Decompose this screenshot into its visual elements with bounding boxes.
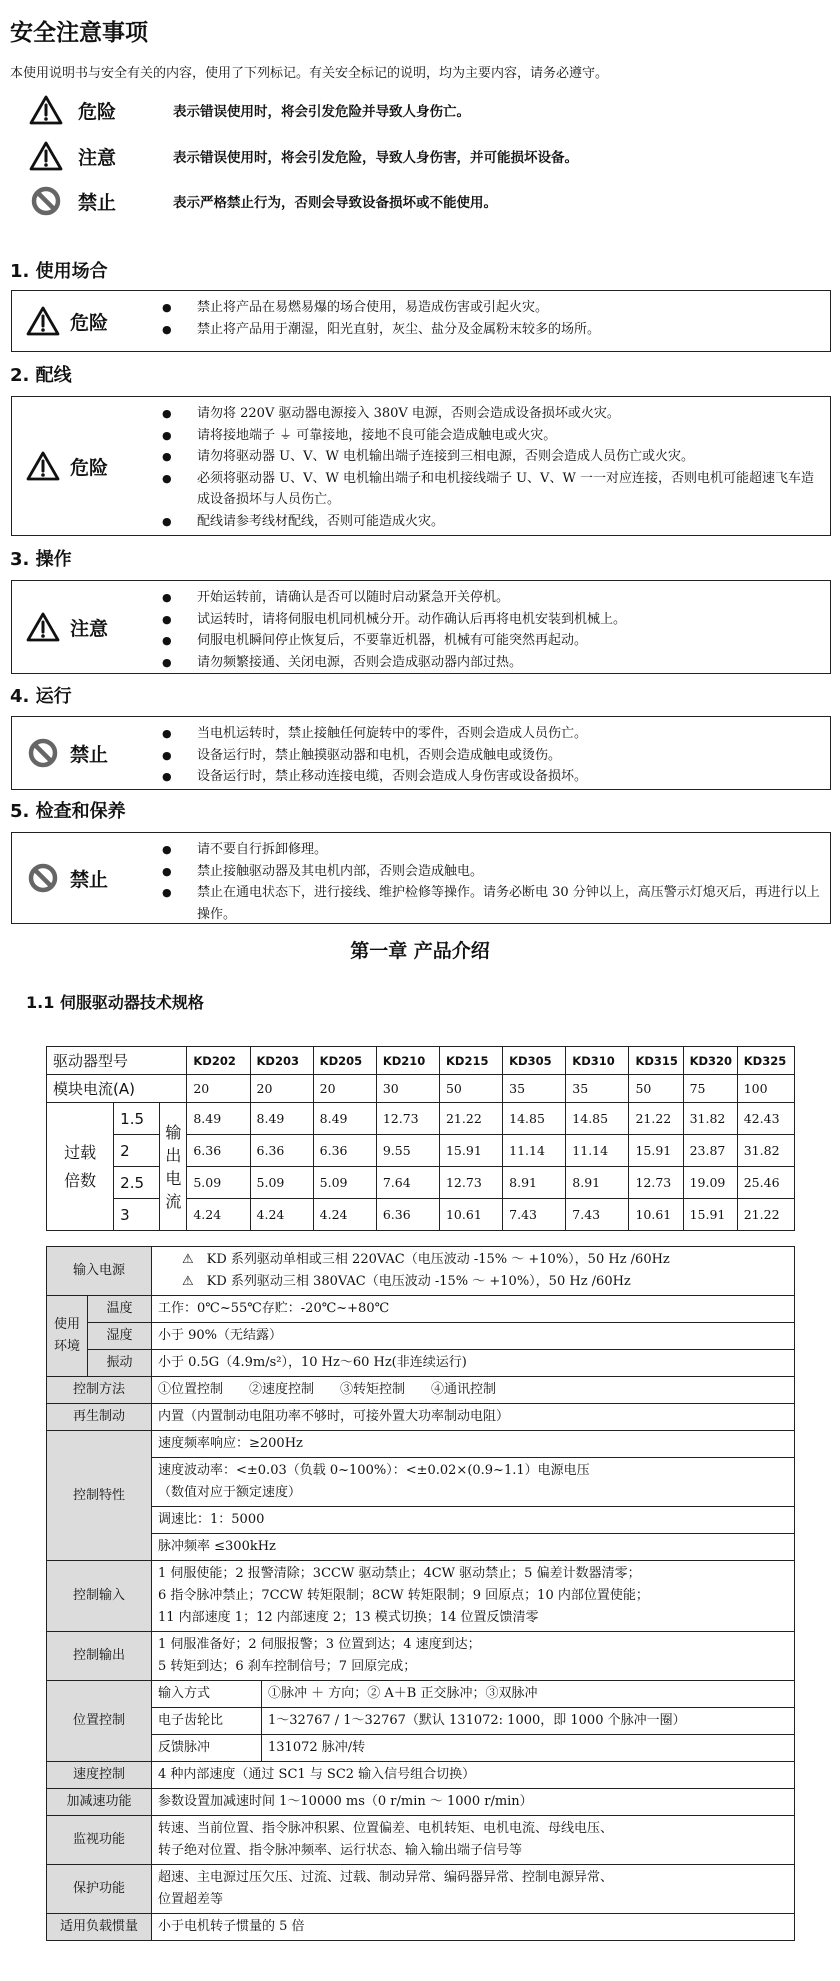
table-row — [47, 1047, 795, 1075]
legend-row-prohibited — [28, 186, 497, 216]
monitor-line: 转速、当前位置、指令脉冲积累、位置偏差、电机转矩、电机电流、母线电压、 — [158, 1821, 614, 1836]
table-row — [47, 1789, 795, 1816]
section-box — [11, 396, 831, 536]
box-label: 危险 — [70, 456, 109, 479]
table-row — [47, 1735, 795, 1762]
table-cell: 35 — [566, 1075, 629, 1103]
table-cell: 23.87 — [683, 1135, 737, 1167]
table-cell: 31.82 — [737, 1135, 794, 1167]
section-title: 2. 配线 — [10, 365, 72, 386]
table-cell: 30 — [376, 1075, 439, 1103]
bullet-list — [162, 297, 822, 340]
list-item: ● 禁止在通电状态下，进行接线、维护检修等操作。请务必断电 30 分钟以上，高压警示灯熄灭后，再进行以上操作。 — [162, 882, 822, 925]
factor-cell: 3 — [114, 1199, 160, 1231]
prohibited-icon — [26, 738, 60, 768]
output-line: 5 转矩到达；6 刹车控制信号；7 回原完成； — [158, 1659, 417, 1674]
table-row — [47, 1865, 795, 1914]
intro-text: 本使用说明书与安全有关的内容，使用了下列标记。有关安全标记的说明，均为主要内容，请务必遵守。 — [10, 66, 609, 81]
table-cell: 19.09 — [683, 1167, 737, 1199]
warning-triangle-icon — [28, 95, 64, 125]
list-item: ● 设备运行时，禁止移动连接电缆，否则会造成人身伤害或设备损坏。 — [162, 766, 822, 788]
row-sublabel: 温度 — [88, 1296, 152, 1323]
row-sublabel: 反馈脉冲 — [152, 1735, 262, 1762]
list-item: ● 配线请参考线材配线，否则可能造成火灾。 — [162, 511, 822, 533]
table-cell: 1～32767 / 1～32767（默认 131072: 1000，即 1000 个脉冲一圈） — [262, 1708, 795, 1735]
table-cell: 100 — [737, 1075, 794, 1103]
table-cell: 11.14 — [503, 1135, 566, 1167]
model-cell: KD210 — [376, 1047, 439, 1075]
prohibited-icon — [26, 863, 60, 893]
row-label: 控制特性 — [47, 1431, 152, 1561]
section-box — [11, 290, 831, 352]
table-cell: 小于 90%（无结露） — [152, 1323, 795, 1350]
row-label: 控制输出 — [47, 1632, 152, 1681]
table-cell: 4.24 — [187, 1199, 250, 1231]
table-cell: 31.82 — [683, 1103, 737, 1135]
table-row — [47, 1350, 795, 1377]
table-row — [47, 1103, 795, 1135]
list-item: ● 禁止接触驱动器及其电机内部，否则会造成触电。 — [162, 861, 822, 883]
list-item: ● 必须将驱动器 U、V、W 电机输出端子和电机接线端子 U、V、W 一一对应连接，否则电机可能超速飞车造成设备损坏与人员伤亡。 — [162, 468, 822, 511]
row-label: 适用负载惯量 — [47, 1914, 152, 1941]
row-label: 输入电源 — [47, 1247, 152, 1296]
char-line: 速度频率响应：≥200Hz — [152, 1431, 794, 1458]
list-item: ● 开始运转前，请确认是否可以随时启动紧急开关停机。 — [162, 587, 822, 609]
protect-line: 位置超差等 — [158, 1892, 224, 1907]
model-cell: KD215 — [439, 1047, 502, 1075]
row-sublabel: 输入方式 — [152, 1681, 262, 1708]
char-line: 脉冲频率 ≤300kHz — [158, 1539, 276, 1554]
list-item: ● 伺服电机瞬间停止恢复后，不要靠近机器，机械有可能突然再起动。 — [162, 630, 822, 652]
char-line: 调速比：1：5000 — [152, 1507, 794, 1534]
table-cell: 12.73 — [439, 1167, 502, 1199]
table-row — [47, 1632, 795, 1681]
table-cell: 8.49 — [250, 1103, 313, 1135]
table-cell: 4.24 — [313, 1199, 376, 1231]
legend-desc: 表示严格禁止行为，否则会导致设备损坏或不能使用。 — [173, 195, 497, 211]
table-cell — [152, 1865, 795, 1914]
table-row — [47, 1323, 795, 1350]
row-sublabel: 湿度 — [88, 1323, 152, 1350]
factor-cell: 1.5 — [114, 1103, 160, 1135]
table-cell: 6.36 — [250, 1135, 313, 1167]
list-item: ● 请勿将 220V 驱动器电源接入 380V 电源，否则会造成设备损坏或火灾。 — [162, 403, 822, 425]
current-label: 模块电流(A) — [47, 1075, 187, 1103]
table-cell: 参数设置加减速时间 1～10000 ms（0 r/min ～ 1000 r/min） — [152, 1789, 795, 1816]
table-row — [47, 1431, 795, 1561]
table-row — [47, 1135, 795, 1167]
legend-row-danger — [28, 95, 470, 125]
table-cell: ①位置控制 ②速度控制 ③转矩控制 ④通讯控制 — [152, 1377, 795, 1404]
subsection-title: 1.1 伺服驱动器技术规格 — [26, 993, 204, 1012]
list-item: ● 禁止将产品在易燃易爆的场合使用，易造成伤害或引起火灾。 — [162, 297, 822, 319]
table-row — [47, 1914, 795, 1941]
table-cell: 20 — [250, 1075, 313, 1103]
table-cell: 9.55 — [376, 1135, 439, 1167]
table-cell: 4.24 — [250, 1199, 313, 1231]
bullet-list — [162, 403, 822, 533]
model-cell: KD305 — [503, 1047, 566, 1075]
table-cell: 6.36 — [376, 1199, 439, 1231]
power-line: ⚠ KD 系列驱动单相或三相 220VAC（电压波动 -15% ～ +10%），50 Hz /60Hz — [182, 1252, 670, 1267]
input-line: 1 伺服使能；2 报警清除；3CCW 驱动禁止；4CW 驱动禁止；5 偏差计数器清零； — [158, 1566, 641, 1581]
row-label: 监视功能 — [47, 1816, 152, 1865]
table-cell: 12.73 — [376, 1103, 439, 1135]
table-row — [47, 1167, 795, 1199]
row-sublabel: 振动 — [88, 1350, 152, 1377]
legend-label: 禁止 — [78, 191, 117, 214]
prohibited-icon — [28, 186, 64, 216]
table-row — [47, 1561, 795, 1632]
row-label: 速度控制 — [47, 1762, 152, 1789]
spec-table-features — [46, 1246, 795, 1941]
overload-label: 过载倍数 — [47, 1103, 114, 1231]
table-cell: 75 — [683, 1075, 737, 1103]
section-box — [11, 716, 831, 790]
input-line: 6 指令脉冲禁止；7CCW 转矩限制；8CW 转矩限制；9 回原点；10 内部位置使能； — [158, 1588, 649, 1603]
protect-line: 超速、主电源过压欠压、过流、过载、制动异常、编码器异常、控制电源异常、 — [158, 1870, 614, 1885]
table-cell: 14.85 — [566, 1103, 629, 1135]
table-cell: 5.09 — [313, 1167, 376, 1199]
table-cell: 21.22 — [629, 1103, 683, 1135]
warning-triangle-icon — [26, 612, 60, 642]
table-cell: 5.09 — [250, 1167, 313, 1199]
spec-table-ratings — [46, 1046, 795, 1231]
section-title: 1. 使用场合 — [10, 261, 108, 282]
table-cell: 21.22 — [737, 1199, 794, 1231]
row-label: 控制输入 — [47, 1561, 152, 1632]
list-item: ● 试运转时，请将伺服电机同机械分开。动作确认后再将电机安装到机械上。 — [162, 609, 822, 631]
model-cell: KD325 — [737, 1047, 794, 1075]
model-cell: KD310 — [566, 1047, 629, 1075]
warning-triangle-icon — [26, 451, 60, 481]
table-cell: 15.91 — [629, 1135, 683, 1167]
table-cell: 14.85 — [503, 1103, 566, 1135]
table-row — [47, 1708, 795, 1735]
bullet-list — [162, 839, 822, 925]
table-cell: 7.64 — [376, 1167, 439, 1199]
table-row — [47, 1762, 795, 1789]
table-cell — [152, 1431, 795, 1561]
factor-cell: 2.5 — [114, 1167, 160, 1199]
section-title: 4. 运行 — [10, 686, 72, 707]
table-cell: 小于电机转子惯量的 5 倍 — [152, 1914, 795, 1941]
table-cell: 小于 0.5G（4.9m/s²），10 Hz～60 Hz(非连续运行) — [152, 1350, 795, 1377]
list-item: ● 请不要自行拆卸修理。 — [162, 839, 822, 861]
table-cell: 6.36 — [313, 1135, 376, 1167]
list-item: ● 设备运行时，禁止触摸驱动器和电机，否则会造成触电或烫伤。 — [162, 745, 822, 767]
legend-desc: 表示错误使用时，将会引发危险并导致人身伤亡。 — [173, 104, 470, 120]
factor-cell: 2 — [114, 1135, 160, 1167]
table-cell: 6.36 — [187, 1135, 250, 1167]
row-label: 加减速功能 — [47, 1789, 152, 1816]
table-cell: 15.91 — [439, 1135, 502, 1167]
row-label: 使用环境 — [47, 1296, 88, 1377]
input-line: 11 内部速度 1；12 内部速度 2；13 模式切换；14 位置反馈清零 — [158, 1610, 539, 1625]
power-line: ⚠ KD 系列驱动三相 380VAC（电压波动 -15% ～ +10%），50 Hz /60Hz — [182, 1274, 631, 1289]
table-row — [47, 1199, 795, 1231]
list-item: ● 当电机运转时，禁止接触任何旋转中的零件，否则会造成人员伤亡。 — [162, 723, 822, 745]
table-cell: 20 — [187, 1075, 250, 1103]
model-label: 驱动器型号 — [47, 1047, 187, 1075]
table-row — [47, 1816, 795, 1865]
table-cell: ①脉冲 ＋ 方向；② A＋B 正交脉冲；③双脉冲 — [262, 1681, 795, 1708]
section-title: 3. 操作 — [10, 549, 72, 570]
legend-label: 危险 — [78, 100, 117, 123]
list-item: ● 请将接地端子 ⏚ 可靠接地，接地不良可能会造成触电或火灾。 — [162, 425, 822, 447]
char-line: （数值对应于额定速度） — [152, 1482, 794, 1507]
table-cell — [152, 1632, 795, 1681]
table-cell: 50 — [439, 1075, 502, 1103]
legend-row-caution — [28, 141, 578, 171]
table-cell: 11.14 — [566, 1135, 629, 1167]
row-label: 位置控制 — [47, 1681, 152, 1762]
table-cell: 5.09 — [187, 1167, 250, 1199]
warning-triangle-icon — [26, 306, 60, 336]
model-cell: KD320 — [683, 1047, 737, 1075]
table-cell — [152, 1816, 795, 1865]
table-cell: 10.61 — [629, 1199, 683, 1231]
row-label: 控制方法 — [47, 1377, 152, 1404]
table-cell: 42.43 — [737, 1103, 794, 1135]
output-label: 输出电流 — [160, 1103, 187, 1231]
monitor-line: 转子绝对位置、指令脉冲频率、运行状态、输入输出端子信号等 — [158, 1843, 523, 1858]
table-cell: 8.49 — [313, 1103, 376, 1135]
table-cell: 工作：0℃~55℃存贮：-20℃~+80℃ — [152, 1296, 795, 1323]
row-label: 保护功能 — [47, 1865, 152, 1914]
char-line: 速度波动率：<±0.03（负载 0~100%）：<±0.02×(0.9~1.1）电源电压 — [158, 1463, 590, 1478]
table-cell — [152, 1561, 795, 1632]
list-item: ● 禁止将产品用于潮湿，阳光直射，灰尘、盐分及金属粉末较多的场所。 — [162, 319, 822, 341]
box-label: 禁止 — [70, 743, 109, 766]
table-cell: 内置（内置制动电阻功率不够时，可接外置大功率制动电阻） — [152, 1404, 795, 1431]
table-cell: 21.22 — [439, 1103, 502, 1135]
warning-triangle-icon — [28, 141, 64, 171]
output-line: 1 伺服准备好；2 伺服报警；3 位置到达；4 速度到达； — [158, 1637, 481, 1652]
section-box — [11, 580, 831, 674]
section-box — [11, 832, 831, 924]
table-cell: 35 — [503, 1075, 566, 1103]
list-item: ● 请勿频繁接通、关闭电源，否则会造成驱动器内部过热。 — [162, 652, 822, 674]
model-cell: KD203 — [250, 1047, 313, 1075]
table-cell: 8.91 — [566, 1167, 629, 1199]
model-cell: KD205 — [313, 1047, 376, 1075]
table-cell — [152, 1247, 795, 1296]
list-item: ● 请勿将驱动器 U、V、W 电机输出端子连接到三相电源，否则会造成人员伤亡或火灾。 — [162, 446, 822, 468]
table-row — [47, 1075, 795, 1103]
table-cell: 8.91 — [503, 1167, 566, 1199]
table-row — [47, 1296, 795, 1323]
table-cell: 8.49 — [187, 1103, 250, 1135]
chapter-title: 第一章 产品介绍 — [350, 940, 490, 962]
table-cell: 50 — [629, 1075, 683, 1103]
bullet-list — [162, 587, 822, 673]
table-cell: 25.46 — [737, 1167, 794, 1199]
model-cell: KD202 — [187, 1047, 250, 1075]
table-cell: 7.43 — [566, 1199, 629, 1231]
bullet-list — [162, 723, 822, 788]
table-cell: 12.73 — [629, 1167, 683, 1199]
section-title: 5. 检查和保养 — [10, 801, 126, 822]
model-cell: KD315 — [629, 1047, 683, 1075]
box-label: 禁止 — [70, 868, 109, 891]
table-cell: 15.91 — [683, 1199, 737, 1231]
table-row — [47, 1247, 795, 1296]
table-row — [47, 1681, 795, 1708]
box-label: 注意 — [70, 617, 109, 640]
page-title: 安全注意事项 — [10, 20, 148, 46]
table-cell: 7.43 — [503, 1199, 566, 1231]
table-cell: 10.61 — [439, 1199, 502, 1231]
legend-label: 注意 — [78, 146, 117, 169]
table-cell: 131072 脉冲/转 — [262, 1735, 795, 1762]
table-cell: 20 — [313, 1075, 376, 1103]
table-cell: 4 种内部速度（通过 SC1 与 SC2 输入信号组合切换） — [152, 1762, 795, 1789]
row-sublabel: 电子齿轮比 — [152, 1708, 262, 1735]
legend-desc: 表示错误使用时，将会引发危险，导致人身伤害，并可能损坏设备。 — [173, 150, 578, 166]
box-label: 危险 — [70, 311, 109, 334]
row-label: 再生制动 — [47, 1404, 152, 1431]
table-row — [47, 1404, 795, 1431]
table-row — [47, 1377, 795, 1404]
